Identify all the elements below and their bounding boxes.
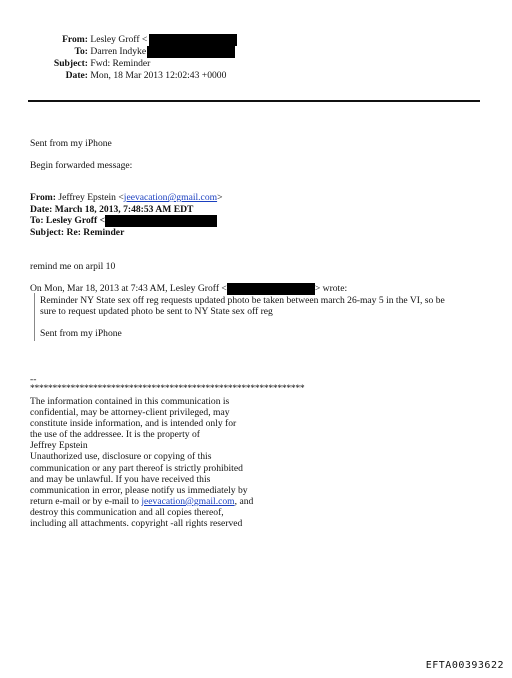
- begin-forwarded-text: Begin forwarded message:: [30, 160, 133, 171]
- fwd-from-row: [30, 192, 223, 204]
- fwd-date-value: March 18, 2013, 7:48:53 AM EDT: [54, 204, 194, 215]
- disclaimer-stars: *************************************************************: [30, 383, 305, 394]
- quote-sent-from: Sent from my iPhone: [40, 328, 122, 339]
- header-subject-value: Fwd: Reminder: [90, 58, 151, 70]
- header-to-value: Darren Indyke: [90, 46, 147, 58]
- quote-intro-end: > wrote:: [314, 283, 348, 295]
- quote-intro: [30, 283, 347, 295]
- disclaimer-line: The information contained in this communication is: [30, 396, 230, 407]
- disclaimer-line: constitute inside information, and is intended only for: [30, 418, 237, 430]
- fwd-from-name: Jeffrey Epstein <: [58, 192, 124, 203]
- disclaimer-email-prefix: return e-mail or by e-mail to: [30, 495, 142, 507]
- document-id: EFTA00393622: [425, 660, 504, 671]
- fwd-subject-value: Re: Reminder: [66, 227, 125, 238]
- fwd-from-close: >: [217, 192, 223, 203]
- header-date-row: [40, 70, 237, 82]
- header-date-label: Date:: [65, 70, 88, 82]
- fwd-subject-row: [30, 227, 124, 239]
- quote-line-1: Reminder NY State sex off reg requests updated photo be taken between march 26-may 5 in the VI, so be: [40, 295, 445, 306]
- header-date-value: Mon, 18 Mar 2013 12:02:43 +0000: [90, 70, 227, 82]
- disclaimer-line: destroy this communication and all copies thereof,: [30, 506, 224, 518]
- reply-text: remind me on arpil 10: [30, 261, 116, 272]
- header-subject-label: Subject:: [53, 58, 88, 70]
- disclaimer-line: including all attachments. copyright -all rights reserved: [30, 518, 243, 530]
- signature-dashes: --: [30, 374, 37, 385]
- fwd-to-row: [30, 215, 217, 227]
- header-to-label: To:: [74, 46, 88, 58]
- fwd-from-label: From:: [30, 192, 56, 203]
- email-header: [40, 34, 237, 82]
- header-divider: [28, 100, 480, 102]
- redaction-block: [227, 283, 315, 295]
- disclaimer-line: the use of the addressee. It is the property of: [30, 429, 200, 441]
- disclaimer-email-suffix: , and: [234, 495, 254, 507]
- disclaimer-line: Unauthorized use, disclosure or copying of this: [30, 451, 212, 463]
- fwd-subject-label: Subject:: [30, 227, 65, 238]
- disclaimer-line: and may be unlawful. If you have received this: [30, 473, 211, 485]
- disclaimer-line: confidential, may be attorney-client privileged, may: [30, 407, 230, 419]
- fwd-from-email-link[interactable]: jeevacation@gmail.com: [123, 192, 218, 203]
- disclaimer-line: communication in error, please notify us immediately by: [30, 484, 248, 496]
- fwd-to-label: To:: [30, 215, 44, 227]
- disclaimer-line: Jeffrey Epstein: [30, 440, 88, 452]
- sent-from-text: Sent from my iPhone: [30, 138, 112, 149]
- disclaimer-line: communication or any part thereof is strictly prohibited: [30, 462, 243, 474]
- disclaimer-email-line: [30, 496, 253, 507]
- header-from-value: Lesley Groff <: [90, 34, 148, 46]
- header-from-row: [40, 34, 237, 46]
- fwd-date-label: Date:: [30, 204, 53, 215]
- redaction-block: [105, 215, 217, 227]
- header-to-row: [40, 46, 237, 58]
- quote-intro-start: On Mon, Mar 18, 2013 at 7:43 AM, Lesley Groff <: [30, 283, 227, 295]
- header-subject-row: [40, 58, 237, 70]
- disclaimer-email-link[interactable]: jeevacation@gmail.com: [141, 495, 235, 507]
- header-from-label: From:: [62, 34, 88, 46]
- fwd-to-value: Lesley Groff <: [45, 215, 106, 227]
- redaction-block: [149, 34, 237, 46]
- disclaimer-block: [30, 396, 253, 529]
- quote-line-2: sure to request updated photo be sent to NY State sex off reg: [40, 306, 273, 317]
- quote-bar: [34, 293, 35, 341]
- redaction-block: [147, 46, 235, 58]
